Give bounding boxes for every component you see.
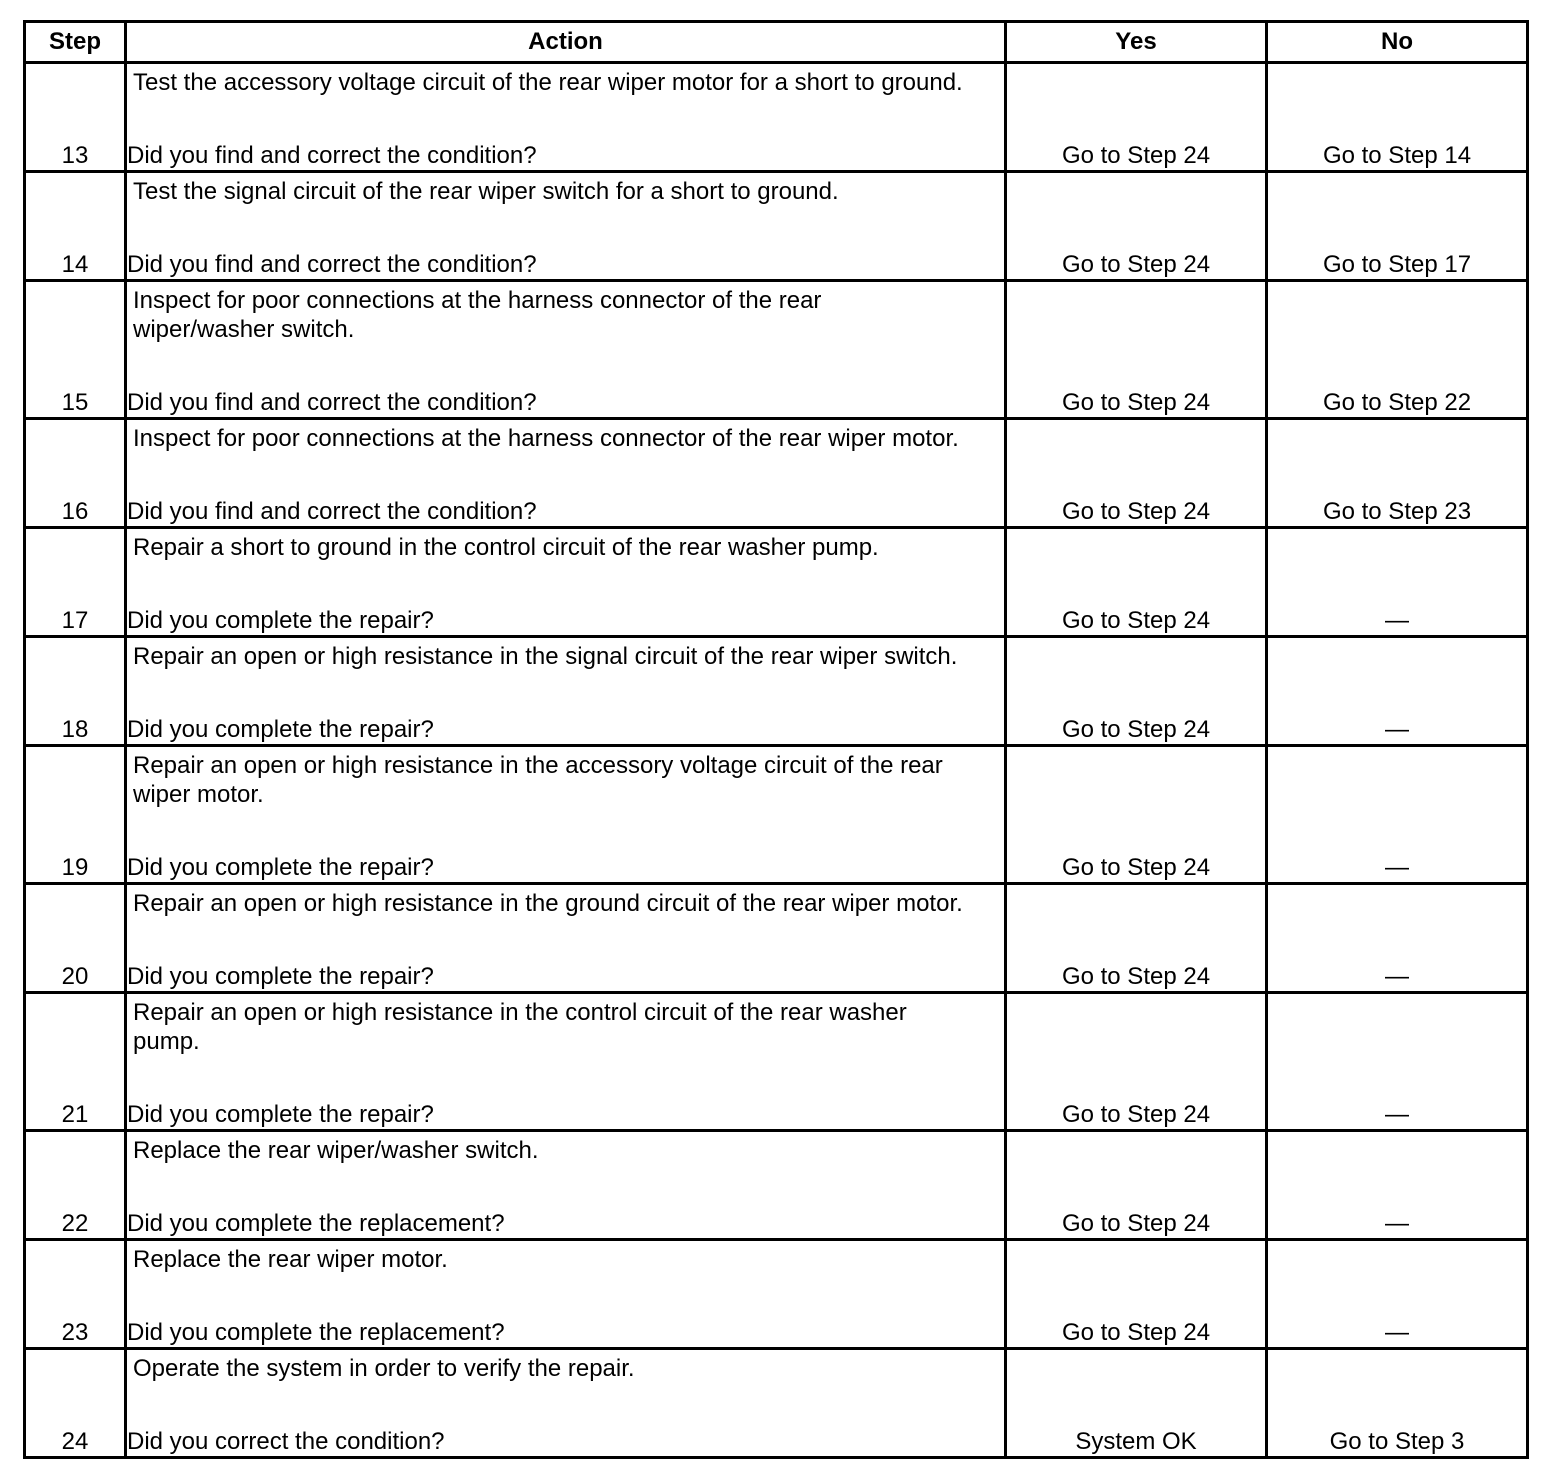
table-row <box>25 993 1528 1131</box>
action-cell <box>126 1131 1006 1240</box>
yes-result: Go to Step 24 <box>1006 746 1267 884</box>
yes-result: Go to Step 24 <box>1006 1131 1267 1240</box>
table-row <box>25 637 1528 746</box>
action-cell <box>126 993 1006 1131</box>
no-result: Go to Step 17 <box>1267 172 1528 281</box>
step-number: 21 <box>25 993 126 1131</box>
step-number: 18 <box>25 637 126 746</box>
action-cell <box>126 419 1006 528</box>
yes-result: Go to Step 24 <box>1006 884 1267 993</box>
step-number: 14 <box>25 172 126 281</box>
no-result: — <box>1267 1131 1528 1240</box>
step-number: 16 <box>25 419 126 528</box>
yes-result: Go to Step 24 <box>1006 63 1267 172</box>
action-question: Did you complete the repair? <box>127 854 434 881</box>
action-question: Did you complete the repair? <box>127 716 434 743</box>
no-result: Go to Step 22 <box>1267 281 1528 419</box>
table-row <box>25 528 1528 637</box>
action-instruction: Replace the rear wiper motor. <box>133 1246 448 1273</box>
header-action: Action <box>126 22 1006 63</box>
table-row <box>25 746 1528 884</box>
action-cell <box>126 746 1006 884</box>
no-result: — <box>1267 637 1528 746</box>
step-number: 13 <box>25 63 126 172</box>
action-instruction: Inspect for poor connections at the harness connector of the rear wiper/washer switch. <box>133 287 822 343</box>
action-question: Did you complete the repair? <box>127 607 434 634</box>
action-instruction: Repair a short to ground in the control circuit of the rear washer pump. <box>133 534 879 561</box>
step-number: 19 <box>25 746 126 884</box>
action-cell <box>126 172 1006 281</box>
action-instruction: Repair an open or high resistance in the control circuit of the rear washer pump. <box>133 999 907 1055</box>
yes-result: Go to Step 24 <box>1006 419 1267 528</box>
action-cell <box>126 281 1006 419</box>
no-result: — <box>1267 884 1528 993</box>
no-result: — <box>1267 1240 1528 1349</box>
action-instruction: Repair an open or high resistance in the accessory voltage circuit of the rear wiper motor. <box>133 752 943 808</box>
action-cell <box>126 1349 1006 1458</box>
no-result: — <box>1267 746 1528 884</box>
action-question: Did you find and correct the condition? <box>127 251 537 278</box>
diagnostic-table <box>23 20 1529 1459</box>
no-result: Go to Step 23 <box>1267 419 1528 528</box>
table-row <box>25 63 1528 172</box>
yes-result: System OK <box>1006 1349 1267 1458</box>
table-row <box>25 1240 1528 1349</box>
action-instruction: Replace the rear wiper/washer switch. <box>133 1137 539 1164</box>
table-row <box>25 419 1528 528</box>
action-question: Did you complete the repair? <box>127 963 434 990</box>
no-result: — <box>1267 528 1528 637</box>
yes-result: Go to Step 24 <box>1006 637 1267 746</box>
action-cell <box>126 528 1006 637</box>
action-question: Did you complete the replacement? <box>127 1210 505 1237</box>
yes-result: Go to Step 24 <box>1006 281 1267 419</box>
action-question: Did you find and correct the condition? <box>127 389 537 416</box>
table-row <box>25 1131 1528 1240</box>
action-question: Did you complete the replacement? <box>127 1319 505 1346</box>
table-row <box>25 281 1528 419</box>
step-number: 15 <box>25 281 126 419</box>
header-no: No <box>1267 22 1528 63</box>
step-number: 24 <box>25 1349 126 1458</box>
no-result: — <box>1267 993 1528 1131</box>
action-cell <box>126 884 1006 993</box>
action-instruction: Repair an open or high resistance in the signal circuit of the rear wiper switch. <box>133 643 958 670</box>
header-yes: Yes <box>1006 22 1267 63</box>
action-instruction: Repair an open or high resistance in the ground circuit of the rear wiper motor. <box>133 890 963 917</box>
action-cell <box>126 63 1006 172</box>
action-cell <box>126 1240 1006 1349</box>
yes-result: Go to Step 24 <box>1006 993 1267 1131</box>
table-row <box>25 884 1528 993</box>
action-instruction: Inspect for poor connections at the harness connector of the rear wiper motor. <box>133 425 959 452</box>
yes-result: Go to Step 24 <box>1006 528 1267 637</box>
table-row <box>25 1349 1528 1458</box>
action-question: Did you complete the repair? <box>127 1101 434 1128</box>
step-number: 20 <box>25 884 126 993</box>
yes-result: Go to Step 24 <box>1006 1240 1267 1349</box>
step-number: 22 <box>25 1131 126 1240</box>
header-row <box>25 22 1528 63</box>
yes-result: Go to Step 24 <box>1006 172 1267 281</box>
no-result: Go to Step 3 <box>1267 1349 1528 1458</box>
action-question: Did you correct the condition? <box>127 1428 445 1455</box>
step-number: 23 <box>25 1240 126 1349</box>
header-step: Step <box>25 22 126 63</box>
no-result: Go to Step 14 <box>1267 63 1528 172</box>
action-question: Did you find and correct the condition? <box>127 142 537 169</box>
step-number: 17 <box>25 528 126 637</box>
table-row <box>25 172 1528 281</box>
action-instruction: Operate the system in order to verify the repair. <box>133 1355 635 1382</box>
action-cell <box>126 637 1006 746</box>
action-question: Did you find and correct the condition? <box>127 498 537 525</box>
action-instruction: Test the signal circuit of the rear wiper switch for a short to ground. <box>133 178 839 205</box>
action-instruction: Test the accessory voltage circuit of the rear wiper motor for a short to ground. <box>133 69 963 96</box>
